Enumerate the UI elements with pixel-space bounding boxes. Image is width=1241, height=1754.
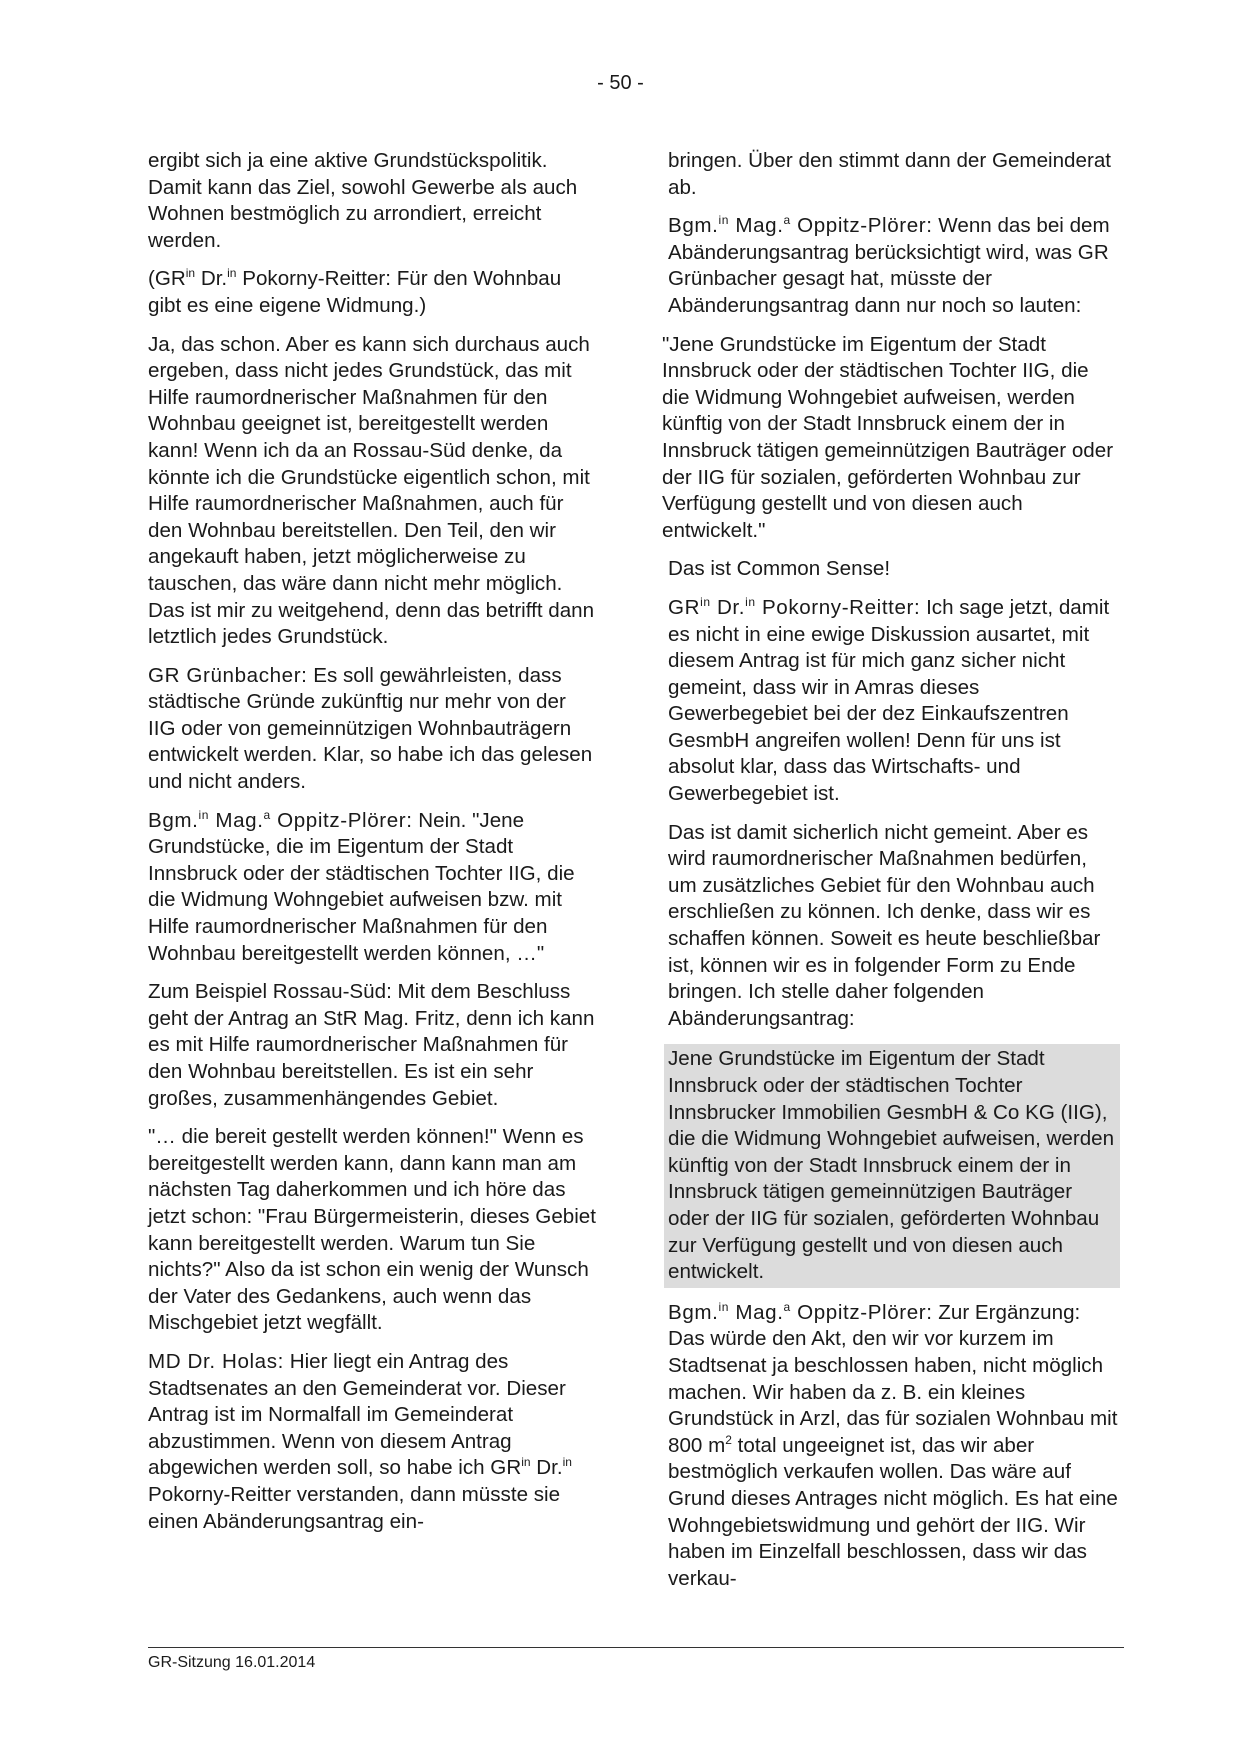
- speaker-name: Bgm.$^{in}$ Mag.$^a$ Oppitz-Plörer:: [668, 213, 933, 238]
- page-number: - 50 -: [597, 72, 644, 94]
- speech: Bgm.$^{in}$ Mag.$^a$ Oppitz-Plörer: Wenn das bei dem Abänderungsantrag berücksichtigt wird, was GR Grünbacher gesagt hat, müsste der Abänderungsantrag dann nur noch so lauten:: [668, 213, 1110, 317]
- speech: MD Dr. Holas: Hier liegt ein Antrag des Stadtsenates an den Gemeinderat vor. Dieser Antrag ist im Normalfall im Gemeinderat abzustimmen. Wenn von diesem Antrag abgewichen werden soll, so habe ich $GR^{in}$ Dr.$^{in}$ Pokorny-Reitter verstanden, dann müsste sie einen Abänderungsantrag ein-: [148, 1349, 572, 1533]
- footer-session-date: GR-Sitzung 16.01.2014: [148, 1654, 316, 1671]
- paragraph: bringen. Über den stimmt dann der Gemeinderat ab.: [668, 149, 1111, 199]
- amendment-motion-box: Jene Grundstücke im Eigentum der Stadt Innsbruck oder der städtischen Tochter Innsbrucker Immobilien GesmbH & Co KG (IIG), die die Widmung Wohngebiet aufweisen, werden künftig von der Stadt Innsbruck einem der in Innsbruck tätigen gemeinnützigen Bauträger oder der IIG für sozialen, geförderten Wohnbau zur Verfügung gestellt und von diesen auch entwickelt.: [664, 1044, 1120, 1287]
- footer-divider: [148, 1647, 1124, 1648]
- paragraph: Zum Beispiel Rossau-Süd: Mit dem Beschluss geht der Antrag an StR Mag. Fritz, denn ich kann es mit Hilfe raumordnerischer Maßnahmen für den Wohnbau bereitstellen. Es ist ein sehr großes, zusammenhängendes Gebiet.: [148, 980, 595, 1110]
- left-column: [148, 148, 598, 1547]
- paragraph: Das ist Common Sense!: [668, 557, 891, 581]
- paragraph: Ja, das schon. Aber es kann sich durchaus auch ergeben, dass nicht jedes Grundstück, das mit Hilfe raumordnerischer Maßnahmen für den Wohnbau geeignet ist, bereitgestellt werden kann! Wenn ich da an Rossau-Süd denke, da könnte ich die Grundstücke eigentlich schon, mit Hilfe raumordnerischer Maßnahmen, auch für den Wohnbau bereitstellen. Den Teil, den wir angekauft haben, jetzt möglicherweise zu tauschen, das wäre dann nicht mehr möglich. Das ist mir zu weitgehend, denn das betrifft dann letztlich jedes Grundstück.: [148, 332, 595, 649]
- speech: Bgm.$^{in}$ Mag.$^a$ Oppitz-Plörer: Zur Ergänzung: Das würde den Akt, den wir vor kurzem im Stadtsenat ja beschlossen haben, nicht möglich machen. Wir haben da z. B. ein kleines Grundstück in Arzl, das für sozialen Wohnbau mit 800 $m^2$ total ungeeignet ist, das wir aber bestmöglich verkaufen wollen. Das wäre auf Grund dieses Antrages nicht möglich. Es hat eine Wohngebietswidmung und gehört der IIG. Wir haben im Einzelfall beschlossen, dass wir das verkau-: [668, 1299, 1118, 1590]
- interjection: ($GR^{in}$ Dr.$^{in}$ Pokorny-Reitter: Für den Wohnbau gibt es eine eigene Widmung.): [148, 266, 562, 317]
- speaker-name: GR Grünbacher:: [148, 663, 308, 687]
- speaker-name: Bgm.$^{in}$ Mag.$^a$ Oppitz-Plörer:: [148, 807, 413, 832]
- paragraph: ergibt sich ja eine aktive Grundstückspolitik. Damit kann das Ziel, sowohl Gewerbe als auch Wohnen bestmöglich zu arrondiert, erreicht werden.: [148, 149, 578, 252]
- speech: Bgm.$^{in}$ Mag.$^a$ Oppitz-Plörer: Nein. "Jene Grundstücke, die im Eigentum der Stadt Innsbruck oder der städtischen Tochter IIG, die die Widmung Wohngebiet aufweisen bzw. mit Hilfe raumordnerischer Maßnahmen für den Wohnbau bereitgestellt werden können, …": [148, 807, 575, 965]
- speaker-name: $GR^{in}$ Dr.$^{in}$ Pokorny-Reitter:: [668, 594, 921, 619]
- paragraph: "… die bereit gestellt werden können!" Wenn es bereitgestellt werden kann, dann kann man am nächsten Tag daherkommen und ich höre das jetzt schon: "Frau Bürgermeisterin, dieses Gebiet kann bereitgestellt werden. Warum tun Sie nichts?" Also da ist schon ein wenig der Wunsch der Vater des Gedankens, auch wenn das Mischgebiet jetzt wegfällt.: [148, 1125, 596, 1335]
- speech: $GR^{in}$ Dr.$^{in}$ Pokorny-Reitter: Ich sage jetzt, damit es nicht in eine ewige Diskussion ausartet, mit diesem Antrag ist für mich ganz sicher nicht gemeint, dass wir in Amras dieses Gewerbegebiet bei der dez Einkaufszentren GesmbH angreifen wollen! Denn für uns ist absolut klar, dass das Wirtschafts- und Gewerbegebiet ist.: [668, 594, 1110, 806]
- speech: GR Grünbacher: Es soll gewährleisten, dass städtische Gründe zukünftig nur mehr von der IIG oder von gemeinnützigen Wohnbauträgern entwickelt werden. Klar, so habe ich das gelesen und nicht anders.: [148, 663, 593, 794]
- speaker-name: Bgm.$^{in}$ Mag.$^a$ Oppitz-Plörer:: [668, 1299, 933, 1324]
- quoted-motion: "Jene Grundstücke im Eigentum der Stadt Innsbruck oder der städtischen Tochter IIG, die die Widmung Wohngebiet aufweisen, werden künftig von der Stadt Innsbruck einem der in Innsbruck tätigen gemeinnützigen Bauträger oder der IIG für sozialen, geförderten Wohnbau zur Verfügung gestellt und von diesen auch entwickelt.": [662, 332, 1114, 542]
- speaker-name: MD Dr. Holas:: [148, 1349, 284, 1373]
- right-column: [662, 148, 1118, 1604]
- paragraph: Das ist damit sicherlich nicht gemeint. Aber es wird raumordnerischer Maßnahmen bedürfen, um zusätzliches Gebiet für den Wohnbau auch erschließen zu können. Ich denke, dass wir es schaffen können. Soweit es heute beschließbar ist, können wir es in folgender Form zu Ende bringen. Ich stelle daher folgenden Abänderungsantrag:: [668, 820, 1101, 1030]
